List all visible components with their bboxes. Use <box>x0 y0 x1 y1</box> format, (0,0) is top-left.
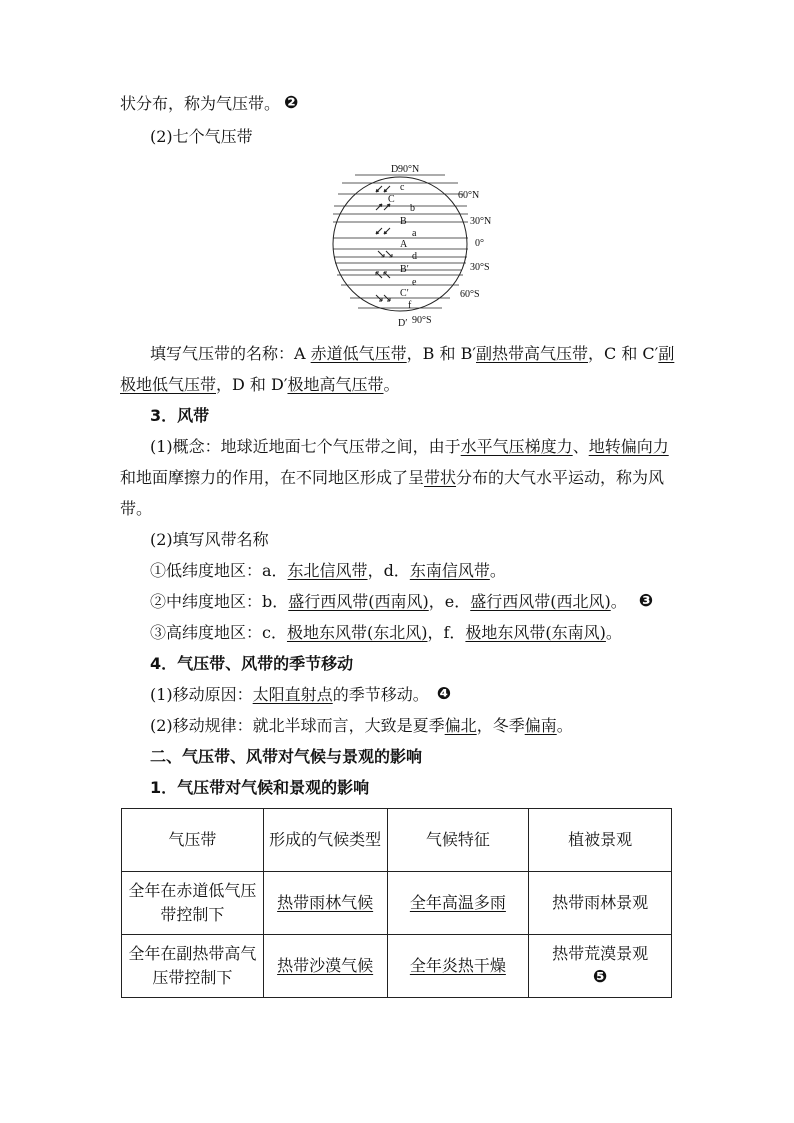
answer: 地转偏向力 <box>588 437 669 456</box>
high-latitude-line <box>150 623 622 643</box>
text: ，B 和 B′ <box>406 344 476 363</box>
wind-label-e: e <box>412 277 417 288</box>
belt-label-B: B <box>400 216 407 227</box>
text: 。 <box>489 561 506 580</box>
cell-text: 热带荒漠景观 <box>552 944 649 963</box>
section-3-heading: 3．风带 <box>150 406 210 425</box>
lat-label-60S: 60°S <box>460 289 480 300</box>
answer: 东北信风带 <box>287 561 368 580</box>
answer: 副热带高气压带 <box>476 344 589 363</box>
text: ，C 和 C′ <box>588 344 659 363</box>
answer: 盛行西风带(西南风) <box>288 592 429 611</box>
table-header-cell: 气压带 <box>122 809 264 872</box>
text: ，D 和 D′ <box>216 375 288 394</box>
part-2-heading: 二、气压带、风带对气候与景观的影响 <box>150 747 423 766</box>
table-header-cell: 植被景观 <box>529 809 672 872</box>
heading-seven-belts: (2)七个气压带 <box>150 127 253 146</box>
table-cell <box>387 935 529 998</box>
text: ③高纬度地区：c． <box>150 623 287 642</box>
lat-label-60N: 60°N <box>458 190 480 201</box>
text: 。 <box>383 375 400 394</box>
mid-latitude-line <box>150 592 653 612</box>
table-cell <box>387 872 529 935</box>
answer: 东南信风带 <box>409 561 490 580</box>
move-rule-line <box>150 716 573 736</box>
answer: 全年炎热干燥 <box>409 956 506 975</box>
subsection-1-heading: 1．气压带对气候和景观的影响 <box>150 778 370 797</box>
concept-line-2 <box>120 468 664 488</box>
answer: 极地高气压带 <box>287 375 384 394</box>
table-cell <box>263 872 387 935</box>
table-cell: 热带雨林景观 <box>529 872 672 935</box>
answer: 热带沙漠气候 <box>277 956 374 975</box>
lat-label-90S: 90°S <box>412 315 432 326</box>
text-line-1 <box>120 94 298 114</box>
text: 分布的大气水平运动，称为风 <box>456 468 665 487</box>
text: 填写气压带的名称：A <box>150 344 311 363</box>
table-cell <box>529 935 672 998</box>
belt-label-C: C <box>388 194 395 205</box>
climate-table <box>121 808 672 998</box>
text: ①低纬度地区：a． <box>150 561 288 580</box>
fill-belts-line-1 <box>150 344 674 364</box>
lat-label-30N: 30°N <box>470 216 492 227</box>
text: ，冬季 <box>476 716 525 735</box>
text: 。 <box>605 623 622 642</box>
wind-label-a: a <box>412 228 417 239</box>
text: ，e． <box>428 592 471 611</box>
section-4-heading: 4．气压带、风带的季节移动 <box>150 654 354 673</box>
text: 、 <box>572 437 589 456</box>
answer: 水平气压梯度力 <box>460 437 573 456</box>
table-header-cell: 气候特征 <box>387 809 529 872</box>
text: ②中纬度地区：b． <box>150 592 289 611</box>
text: ，d． <box>367 561 410 580</box>
marker-5-icon: ❺ <box>592 967 608 987</box>
belt-label-D-prime: D′ <box>398 318 408 329</box>
answer: 盛行西风带(西北风) <box>470 592 611 611</box>
pressure-belt-diagram <box>320 158 520 330</box>
lat-label-90N: 90°N <box>398 164 420 175</box>
answer: 极地东风带(东北风) <box>286 623 428 642</box>
belt-label-A: A <box>400 239 408 250</box>
wind-label-c: c <box>400 182 405 193</box>
table-cell <box>263 935 387 998</box>
answer: 带状 <box>424 468 457 487</box>
belt-label-B-prime: B′ <box>400 264 409 275</box>
answer: 极地低气压带 <box>120 375 217 394</box>
belt-label-D: D <box>391 164 399 175</box>
lat-label-30S: 30°S <box>470 262 490 273</box>
table-cell: 全年在赤道低气压带控制下 <box>122 872 264 935</box>
text: (2)移动规律：就北半球而言，大致是夏季 <box>150 716 445 735</box>
answer: 全年高温多雨 <box>409 893 506 912</box>
move-reason-line <box>150 685 451 705</box>
marker-3-icon: ❸ <box>638 591 654 611</box>
wind-label-b: b <box>410 203 415 214</box>
answer: 热带雨林气候 <box>277 893 374 912</box>
text: 状分布，称为气压带。 <box>120 94 281 113</box>
marker-4-icon: ❹ <box>436 684 452 704</box>
marker-2-icon: ❷ <box>284 93 299 113</box>
concept-line-3: 带。 <box>120 499 153 518</box>
text: 和地面摩擦力的作用，在不同地区形成了呈 <box>120 468 425 487</box>
fill-belts-line-2 <box>120 375 400 395</box>
answer: 极地东风带(东南风) <box>465 623 606 642</box>
table-cell: 全年在副热带高气压带控制下 <box>122 935 264 998</box>
text: 。 <box>610 592 627 611</box>
wind-label-f: f <box>408 300 412 311</box>
answer: 副 <box>658 344 675 363</box>
wind-names-heading: (2)填写风带名称 <box>150 530 269 549</box>
text: ，f． <box>427 623 466 642</box>
wind-label-d: d <box>412 251 417 262</box>
answer: 偏南 <box>524 716 557 735</box>
low-latitude-line <box>150 561 506 581</box>
lat-label-0: 0° <box>475 238 484 249</box>
text: (1)移动原因： <box>150 685 253 704</box>
table-header-row <box>122 809 672 872</box>
text: 的季节移动。 <box>332 685 429 704</box>
table-row <box>122 872 672 935</box>
text: (1)概念：地球近地面七个气压带之间，由于 <box>150 437 461 456</box>
answer: 太阳直射点 <box>252 685 333 704</box>
concept-line-1 <box>150 437 669 457</box>
table-header-cell: 形成的气候类型 <box>263 809 387 872</box>
text: 。 <box>556 716 573 735</box>
belt-label-C-prime: C′ <box>400 288 409 299</box>
table-row <box>122 935 672 998</box>
answer: 偏北 <box>444 716 477 735</box>
answer: 赤道低气压带 <box>310 344 407 363</box>
